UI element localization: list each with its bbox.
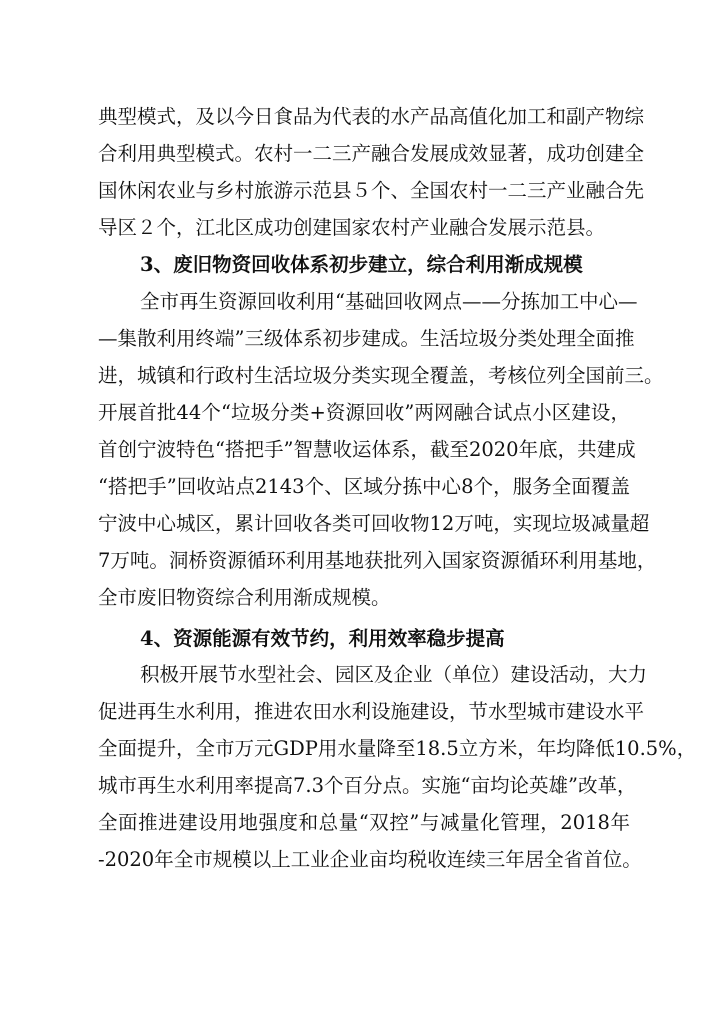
- section-3-line-3: 进，城镇和行政村生活垃圾分类实现全覆盖，考核位列全国前三。: [98, 364, 664, 387]
- section-4-line-3: 全面提升，全市万元GDP用水量降至18.5立方米，年均降低10.5%，: [98, 737, 697, 760]
- section-3-line-6: “搭把手”回收站点2143个、区域分拣中心8个，服务全面覆盖: [98, 475, 630, 498]
- paragraph-1-line-1: 典型模式，及以今日食品为代表的水产品高值化加工和副产物综: [98, 105, 645, 128]
- section-4-line-2: 促进再生水利用，推进农田水利设施建设，节水型城市建设水平: [98, 700, 645, 723]
- section-3-line-4: 开展首批44个“垃圾分类+资源回收”两网融合试点小区建设，: [98, 401, 630, 424]
- section-3-line-7: 宁波中心城区，累计回收各类可回收物12万吨，实现垃圾减量超: [98, 512, 650, 535]
- section-4-line-6: -2020年全市规模以上工业企业亩均税收连续三年居全省首位。: [98, 848, 642, 871]
- section-3-line-5: 首创宁波特色“搭把手”智慧收运体系，截至2020年底，共建成: [98, 438, 636, 461]
- section-3-line-9: 全市废旧物资综合利用渐成规模。: [98, 586, 391, 609]
- section-4-line-4: 城市再生水利用率提高7.3个百分点。实施“亩均论英雄”改革，: [98, 774, 637, 797]
- section-3-line-1: 全市再生资源回收利用“基础回收网点——分拣加工中心—: [140, 290, 638, 313]
- paragraph-1-line-4: 导区２个，江北区成功创建国家农村产业融合发展示范县。: [98, 216, 606, 239]
- section-4-heading: 4、资源能源有效节约，利用效率稳步提高: [140, 627, 505, 650]
- paragraph-1-line-2: 合利用典型模式。农村一二三产融合发展成效显著，成功创建全: [98, 142, 645, 165]
- section-3-heading: 3、废旧物资回收体系初步建立，综合利用渐成规模: [140, 253, 583, 276]
- section-3-line-2: —集散利用终端”三级体系初步建成。生活垃圾分类处理全面推: [98, 327, 635, 350]
- paragraph-1-line-3: 国休闲农业与乡村旅游示范县５个、全国农村一二三产业融合先: [98, 179, 645, 202]
- section-4-line-5: 全面推进建设用地强度和总量“双控”与减量化管理，2018年: [98, 811, 630, 834]
- section-4-line-1: 积极开展节水型社会、园区及企业（单位）建设活动，大力: [140, 663, 648, 686]
- section-3-line-8: 7万吨。洞桥资源循环利用基地获批列入国家资源循环利用基地，: [98, 549, 657, 572]
